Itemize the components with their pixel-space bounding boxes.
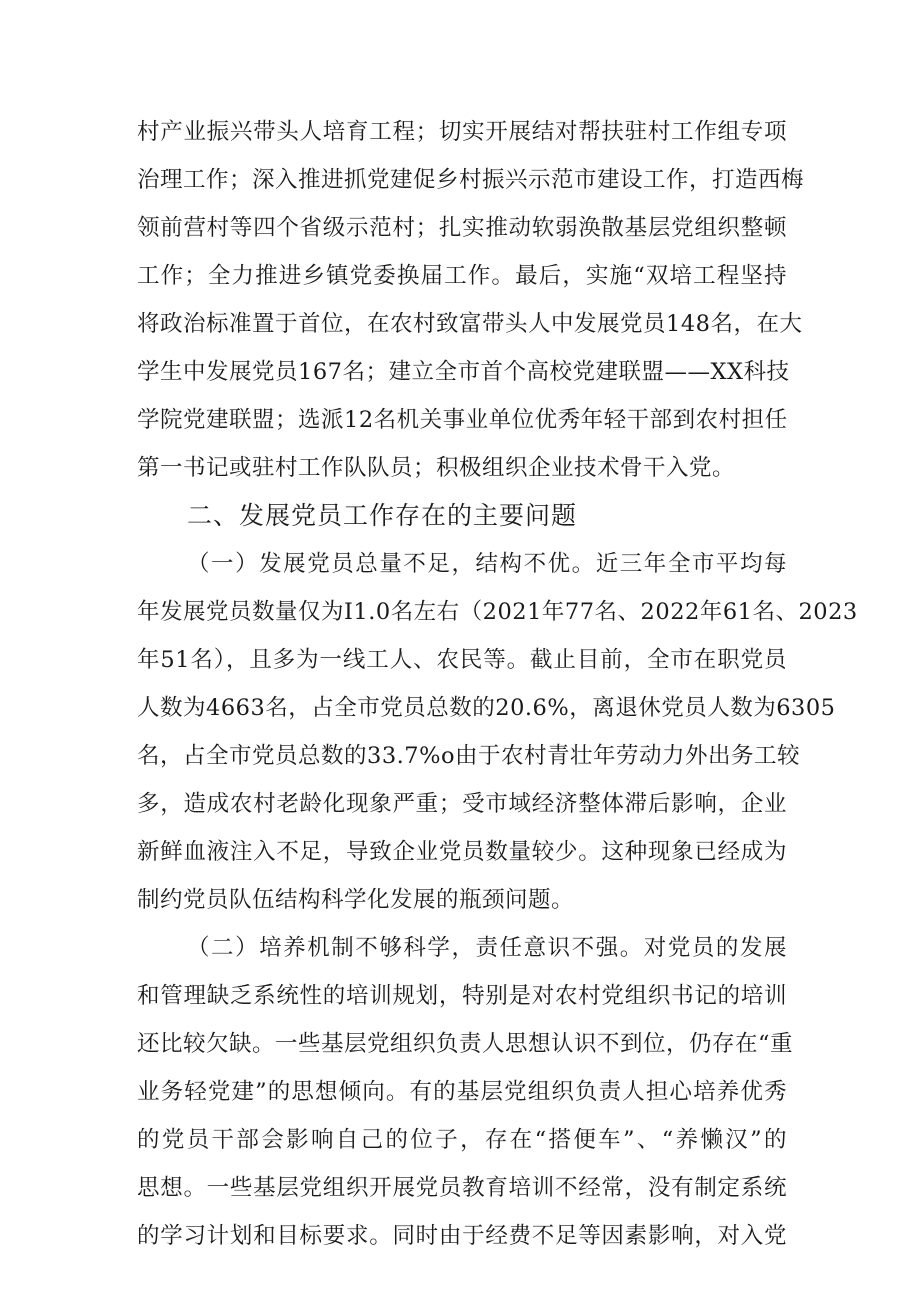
subsection-first-line: （二）培养机制不够科学，责任意识不强。对党员的发展 <box>187 935 787 961</box>
body-text-line: 工作；全力推进乡镇党委换届工作。最后，实施“双培工程坚持 <box>137 263 787 289</box>
body-text-line: 年发展党员数量仅为I1.0名左右（2021年77名、2022年61名、2023 <box>137 599 858 625</box>
body-text-line: 人数为4663名，占全市党员总数的20.6%，离退休党员人数为6305 <box>137 695 836 721</box>
body-text-line: 学生中发展党员167名；建立全市首个高校党建联盟——XX科技 <box>137 359 790 385</box>
body-text-line: 学院党建联盟；选派12名机关事业单位优秀年轻干部到农村担任 <box>137 407 788 433</box>
body-text-line: 的党员干部会影响自己的位子，存在“搭便车”、“养懒汉”的 <box>137 1127 787 1153</box>
body-text-line: 年51名），且多为一线工人、农民等。截止目前，全市在职党员 <box>137 647 787 673</box>
body-text-line: 将政治标准置于首位，在农村致富带头人中发展党员148名，在大 <box>137 311 803 337</box>
body-text-line: 名，占全市党员总数的33.7%o由于农村青壮年劳动力外出务工较 <box>137 743 801 769</box>
subsection-first-line: （一）发展党员总量不足，结构不优。近三年全市平均每 <box>187 551 787 577</box>
body-text-line: 第一书记或驻村工作队队员；积极组织企业技术骨干入党。 <box>137 455 736 481</box>
body-text-line: 和管理缺乏系统性的培训规划，特别是对农村党组织书记的培训 <box>137 983 787 1009</box>
body-text-line: 多，造成农村老龄化现象严重；受市域经济整体滞后影响，企业 <box>137 791 787 817</box>
body-text-line: 领前营村等四个省级示范村；扎实推动软弱涣散基层党组织整顿 <box>137 215 787 241</box>
body-text-line: 业务轻党建”的思想倾向。有的基层党组织负责人担心培养优秀 <box>137 1079 787 1105</box>
body-text-line: 治理工作；深入推进抓党建促乡村振兴示范市建设工作，打造西梅 <box>137 167 805 193</box>
body-text-line: 新鲜血液注入不足，导致企业党员数量较少。这种现象已经成为 <box>137 839 787 865</box>
body-text-line: 还比较欠缺。一些基层党组织负责人思想认识不到位，仍存在“重 <box>137 1031 794 1057</box>
body-text-line: 的学习计划和目标要求。同时由于经费不足等因素影响，对入党 <box>137 1223 787 1249</box>
body-text-line: 思想。一些基层党组织开展党员教育培训不经常，没有制定系统 <box>137 1175 787 1201</box>
body-text-line: 村产业振兴带头人培育工程；切实开展结对帮扶驻村工作组专项 <box>137 119 787 145</box>
body-text-line: 制约党员队伍结构科学化发展的瓶颈问题。 <box>137 887 575 913</box>
section-heading: 二、发展党员工作存在的主要问题 <box>187 501 578 530</box>
